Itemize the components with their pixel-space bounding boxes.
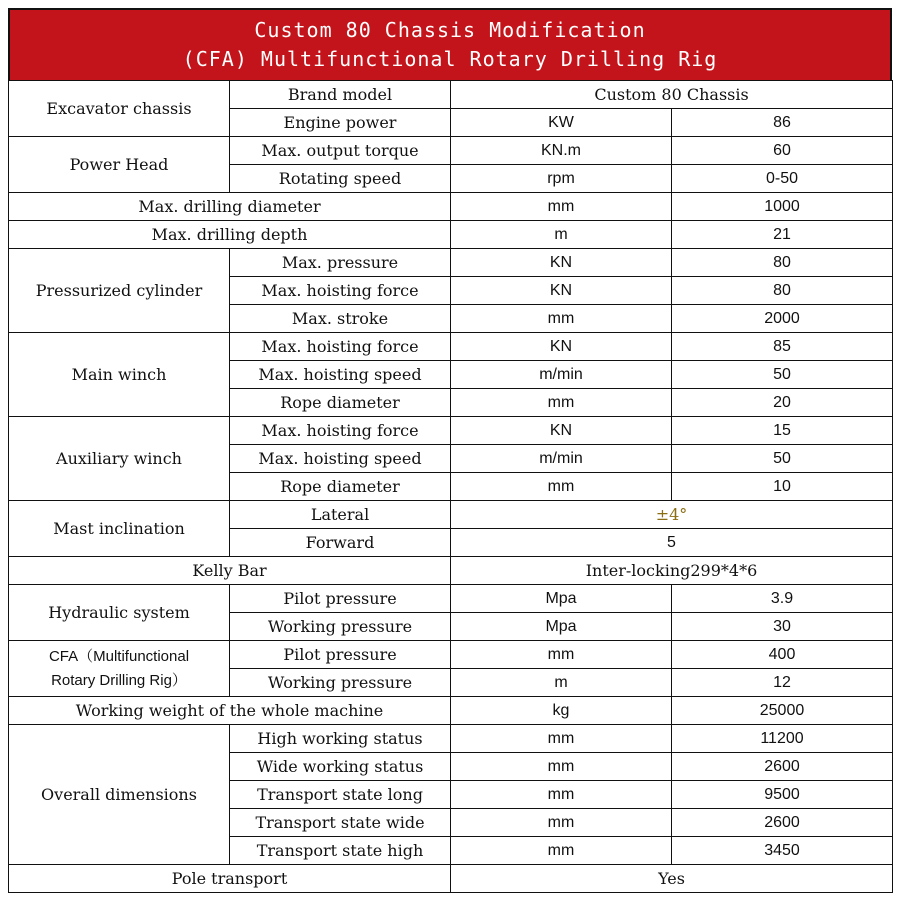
value-engine-power: 86 xyxy=(672,109,893,137)
unit-aux-rope-diameter: mm xyxy=(451,473,672,501)
param-aux-hoisting-speed: Max. hoisting speed xyxy=(230,445,451,473)
value-cylinder-hoisting-force: 80 xyxy=(672,277,893,305)
cfa-line-1: CFA（Multifunctional xyxy=(48,647,190,665)
value-brand-model: Custom 80 Chassis xyxy=(451,81,893,109)
param-working-weight: Working weight of the whole machine xyxy=(9,697,451,725)
unit-drilling-diameter: mm xyxy=(451,193,672,221)
value-kelly-bar xyxy=(451,557,893,585)
table-row xyxy=(9,641,893,669)
value-cfa-working-pressure: 12 xyxy=(672,669,893,697)
unit-main-rope-diameter: mm xyxy=(451,389,672,417)
value-hydraulic-working-pressure: 30 xyxy=(672,613,893,641)
title-line-2: (CFA) Multifunctional Rotary Drilling Rig xyxy=(182,47,718,71)
table-row xyxy=(9,81,893,109)
unit-dimension: mm xyxy=(451,725,672,753)
unit-main-hoisting-speed: m/min xyxy=(451,361,672,389)
value-drilling-diameter: 1000 xyxy=(672,193,893,221)
group-main-winch: Main winch xyxy=(9,333,230,417)
kelly-bar-type: Inter-locking xyxy=(585,560,691,580)
table-row xyxy=(9,865,893,893)
table-row xyxy=(9,333,893,361)
cfa-line-2: Rotary Drilling Rig） xyxy=(51,671,187,689)
table-row xyxy=(9,697,893,725)
param-hydraulic-working-pressure: Working pressure xyxy=(230,613,451,641)
table-row xyxy=(9,137,893,165)
param-engine-power: Engine power xyxy=(230,109,451,137)
param-aux-hoisting-force: Max. hoisting force xyxy=(230,417,451,445)
unit-dimension: mm xyxy=(451,753,672,781)
param-drilling-diameter: Max. drilling diameter xyxy=(9,193,451,221)
table-row xyxy=(9,417,893,445)
value-hydraulic-pilot-pressure: 3.9 xyxy=(672,585,893,613)
value-aux-hoisting-speed: 50 xyxy=(672,445,893,473)
table-row xyxy=(9,501,893,529)
group-excavator-chassis: Excavator chassis xyxy=(9,81,230,137)
value-lateral: ±4° xyxy=(451,501,893,529)
value-dimension: 3450 xyxy=(672,837,893,865)
param-kelly-bar: Kelly Bar xyxy=(9,557,451,585)
group-overall-dimensions: Overall dimensions xyxy=(9,725,230,865)
param-hydraulic-pilot-pressure: Pilot pressure xyxy=(230,585,451,613)
spec-table xyxy=(8,80,893,893)
param-aux-rope-diameter: Rope diameter xyxy=(230,473,451,501)
param-dimension: Transport state long xyxy=(230,781,451,809)
param-forward: Forward xyxy=(230,529,451,557)
param-pole-transport: Pole transport xyxy=(9,865,451,893)
unit-aux-hoisting-force: KN xyxy=(451,417,672,445)
group-mast-inclination: Mast inclination xyxy=(9,501,230,557)
param-cfa-pilot-pressure: Pilot pressure xyxy=(230,641,451,669)
value-main-hoisting-force: 85 xyxy=(672,333,893,361)
value-aux-rope-diameter: 10 xyxy=(672,473,893,501)
group-power-head: Power Head xyxy=(9,137,230,193)
unit-drilling-depth: m xyxy=(451,221,672,249)
value-main-rope-diameter: 20 xyxy=(672,389,893,417)
value-max-stroke: 2000 xyxy=(672,305,893,333)
group-auxiliary-winch: Auxiliary winch xyxy=(9,417,230,501)
value-max-pressure: 80 xyxy=(672,249,893,277)
table-row xyxy=(9,725,893,753)
unit-cylinder-hoisting-force: KN xyxy=(451,277,672,305)
param-cfa-working-pressure: Working pressure xyxy=(230,669,451,697)
unit-max-stroke: mm xyxy=(451,305,672,333)
kelly-bar-spec: 299*4*6 xyxy=(690,560,758,580)
unit-aux-hoisting-speed: m/min xyxy=(451,445,672,473)
value-main-hoisting-speed: 50 xyxy=(672,361,893,389)
unit-engine-power: KW xyxy=(451,109,672,137)
value-drilling-depth: 21 xyxy=(672,221,893,249)
param-drilling-depth: Max. drilling depth xyxy=(9,221,451,249)
value-cfa-pilot-pressure: 400 xyxy=(672,641,893,669)
group-hydraulic-system: Hydraulic system xyxy=(9,585,230,641)
param-lateral: Lateral xyxy=(230,501,451,529)
param-main-hoisting-force: Max. hoisting force xyxy=(230,333,451,361)
param-brand-model: Brand model xyxy=(230,81,451,109)
param-rotating-speed: Rotating speed xyxy=(230,165,451,193)
param-dimension: Transport state high xyxy=(230,837,451,865)
value-dimension: 11200 xyxy=(672,725,893,753)
title-banner xyxy=(8,8,892,80)
param-output-torque: Max. output torque xyxy=(230,137,451,165)
param-dimension: High working status xyxy=(230,725,451,753)
param-main-rope-diameter: Rope diameter xyxy=(230,389,451,417)
param-dimension: Wide working status xyxy=(230,753,451,781)
value-dimension: 9500 xyxy=(672,781,893,809)
unit-dimension: mm xyxy=(451,837,672,865)
unit-hydraulic-pilot-pressure: Mpa xyxy=(451,585,672,613)
table-row xyxy=(9,557,893,585)
table-row xyxy=(9,249,893,277)
title-line-1: Custom 80 Chassis Modification xyxy=(254,18,646,42)
unit-hydraulic-working-pressure: Mpa xyxy=(451,613,672,641)
value-output-torque: 60 xyxy=(672,137,893,165)
value-rotating-speed: 0-50 xyxy=(672,165,893,193)
table-row xyxy=(9,193,893,221)
unit-cfa-working-pressure: m xyxy=(451,669,672,697)
table-row xyxy=(9,221,893,249)
param-max-pressure: Max. pressure xyxy=(230,249,451,277)
value-dimension: 2600 xyxy=(672,809,893,837)
unit-dimension: mm xyxy=(451,781,672,809)
group-pressurized-cylinder: Pressurized cylinder xyxy=(9,249,230,333)
unit-dimension: mm xyxy=(451,809,672,837)
param-dimension: Transport state wide xyxy=(230,809,451,837)
value-forward: 5 xyxy=(451,529,893,557)
value-aux-hoisting-force: 15 xyxy=(672,417,893,445)
unit-output-torque: KN.m xyxy=(451,137,672,165)
unit-cfa-pilot-pressure: mm xyxy=(451,641,672,669)
param-cylinder-hoisting-force: Max. hoisting force xyxy=(230,277,451,305)
value-dimension: 2600 xyxy=(672,753,893,781)
group-cfa xyxy=(9,641,230,697)
param-main-hoisting-speed: Max. hoisting speed xyxy=(230,361,451,389)
unit-rotating-speed: rpm xyxy=(451,165,672,193)
unit-main-hoisting-force: KN xyxy=(451,333,672,361)
value-working-weight: 25000 xyxy=(672,697,893,725)
unit-working-weight: kg xyxy=(451,697,672,725)
value-pole-transport: Yes xyxy=(451,865,893,893)
spec-sheet xyxy=(8,8,892,893)
unit-max-pressure: KN xyxy=(451,249,672,277)
table-row xyxy=(9,585,893,613)
param-max-stroke: Max. stroke xyxy=(230,305,451,333)
